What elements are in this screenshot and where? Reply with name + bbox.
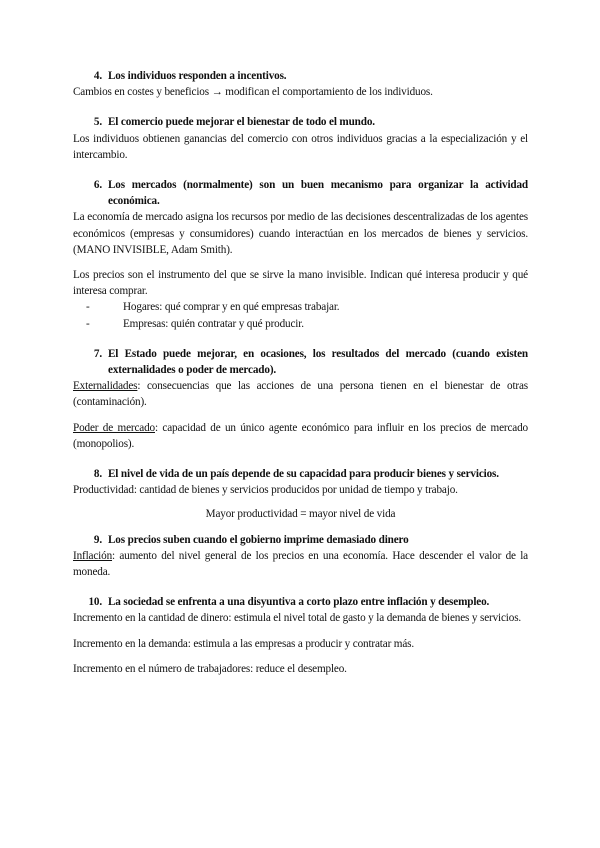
paragraph: Incremento en la cantidad de dinero: estimula el nivel total de gasto y la demanda de bienes y servicios.	[73, 612, 522, 625]
term: Externalidades	[73, 380, 138, 393]
heading-text: El comercio puede mejorar el bienestar de todo el mundo.	[108, 116, 375, 129]
paragraph: Incremento en el número de trabajadores: reduce el desempleo.	[73, 662, 347, 675]
definition-text: : consecuencias que las acciones de una persona tienen en el bienestar de otras (contaminación).	[73, 380, 528, 409]
heading-text: El Estado puede mejorar, en ocasiones, los resultados del mercado (cuando existen externalidades o poder de mercado).	[108, 347, 528, 377]
heading-number: 8.	[93, 468, 102, 481]
bullet-dash: -	[86, 317, 90, 330]
heading-number: 10.	[88, 596, 102, 609]
term: Inflación	[73, 549, 113, 562]
heading-7	[73, 346, 528, 378]
list-item	[73, 299, 528, 315]
paragraph: Los individuos obtienen ganancias del comercio con otros individuos gracias a la especialización y el intercambio.	[73, 132, 528, 161]
heading-6	[73, 177, 528, 209]
paragraph: Productividad: cantidad de bienes y servicios producidos por unidad de tiempo y trabajo.	[73, 484, 458, 497]
definition-inflacion	[73, 548, 528, 580]
heading-10	[73, 594, 528, 610]
paragraph: Cambios en costes y beneficios → modifican el comportamiento de los individuos.	[73, 86, 433, 99]
definition-externalidades	[73, 378, 528, 410]
definition-text: : capacidad de un único agente económico para influir en los precios de mercado (monopolios).	[73, 421, 528, 450]
centered-formula: Mayor productividad = mayor nivel de vida	[205, 508, 396, 521]
paragraph: Incremento en la demanda: estimula a las empresas a producir y contratar más.	[73, 637, 415, 650]
heading-number: 5.	[93, 116, 102, 129]
heading-text: Los precios suben cuando el gobierno imprime demasiado dinero	[108, 533, 409, 546]
paragraph: Los precios son el instrumento del que se sirve la mano invisible. Indican qué interesa producir y qué interesa comprar.	[73, 269, 528, 298]
heading-4	[73, 68, 528, 84]
document-page	[73, 68, 528, 677]
heading-number: 7.	[93, 347, 102, 360]
heading-text: Los mercados (normalmente) son un buen mecanismo para organizar la actividad económica.	[108, 179, 528, 208]
definition-text: : aumento del nivel general de los precios en una economía. Hace descender el valor de la moneda.	[73, 549, 528, 579]
bullet-dash: -	[86, 301, 90, 314]
heading-text: Los individuos responden a incentivos.	[108, 70, 287, 82]
heading-number: 4.	[93, 70, 102, 82]
heading-8	[73, 466, 528, 482]
paragraph: La economía de mercado asigna los recursos por medio de las decisiones descentralizadas de los agentes económicos (empresas y consumidores) cuando interactúan en los mercados de bienes y servicios. (MANO INVISIBLE, Adam Smith).	[73, 211, 528, 256]
list-item-text: Empresas: quién contratar y qué producir.	[123, 317, 304, 330]
heading-number: 9.	[93, 533, 102, 546]
list-item	[73, 316, 528, 332]
heading-number: 6.	[93, 179, 102, 192]
list-item-text: Hogares: qué comprar y en qué empresas trabajar.	[123, 301, 340, 314]
heading-text: La sociedad se enfrenta a una disyuntiva a corto plazo entre inflación y desempleo.	[108, 596, 490, 609]
term: Poder de mercado	[73, 421, 155, 434]
heading-5	[73, 114, 528, 130]
definition-poder-de-mercado	[73, 420, 528, 452]
heading-text: El nivel de vida de un país depende de su capacidad para producir bienes y servicios.	[108, 468, 499, 481]
heading-9	[73, 532, 528, 548]
